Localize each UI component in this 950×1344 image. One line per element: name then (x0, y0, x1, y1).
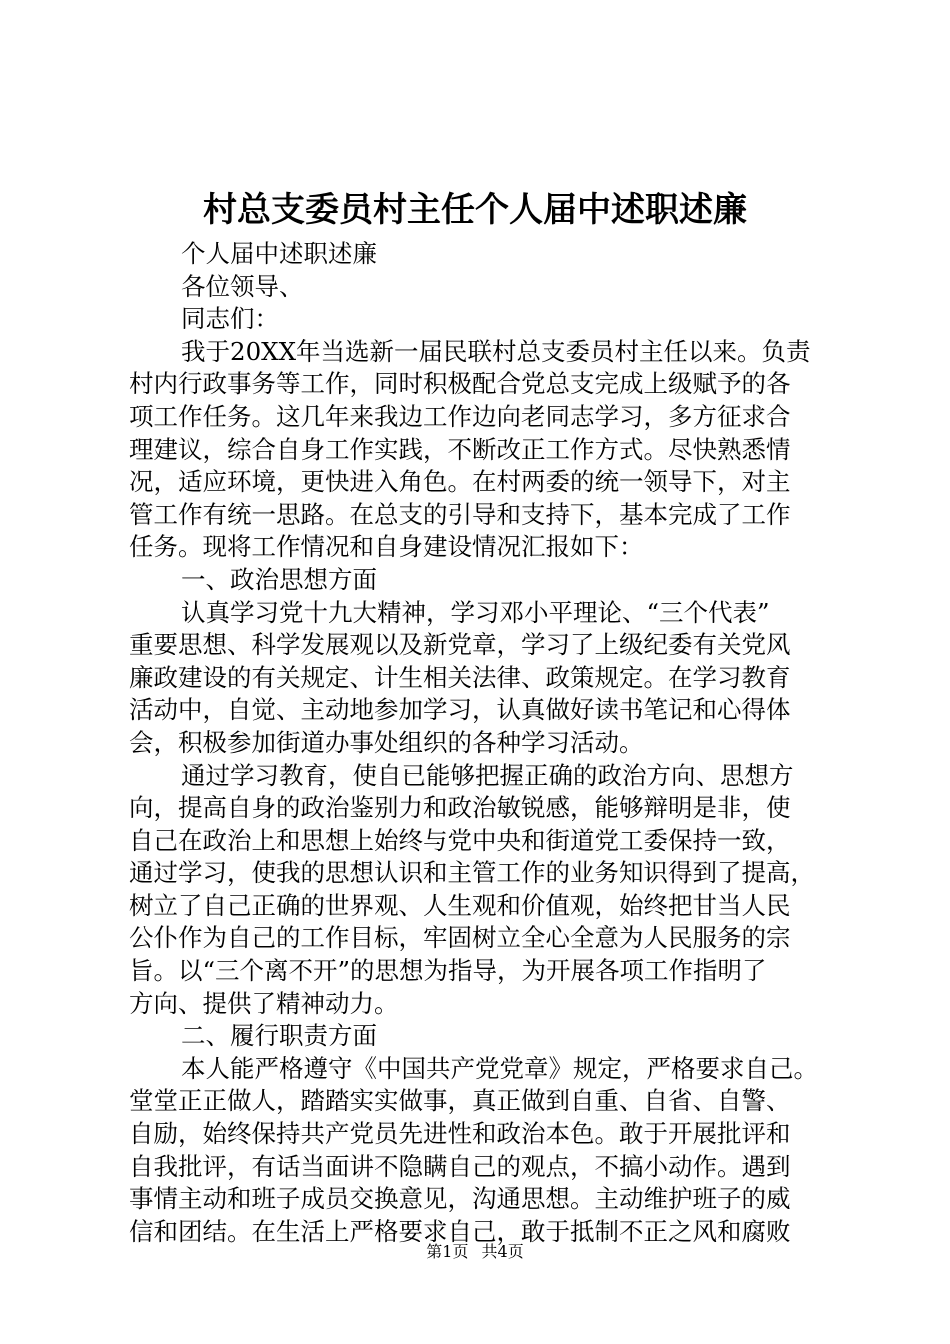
text-line: 自我批评，有话当面讲不隐瞒自己的观点，不搞小动作。遇到 (129, 1151, 791, 1181)
text-line: 同志们： (181, 304, 279, 334)
page-footer (0, 1241, 950, 1263)
text-line: 重要思想、科学发展观以及新党章，学习了上级纪委有关党风 (129, 630, 791, 660)
text-line: 管工作有统一思路。在总支的引导和支持下，基本完成了工作 (129, 499, 791, 529)
text-line: 旨。以“三个离不开”的思想为指导，为开展各项工作指明了 (129, 956, 767, 986)
page-total: 共4页 (481, 1242, 524, 1261)
text-line: 公仆作为自己的工作目标，牢固树立全心全意为人民服务的宗 (129, 923, 791, 953)
text-line: 向，提高自身的政治鉴别力和政治敏锐感，能够辩明是非，使 (129, 793, 791, 823)
text-line: 廉政建设的有关规定、计生相关法律、政策规定。在学习教育 (129, 662, 791, 692)
page-number: 第1页 (426, 1242, 469, 1261)
text-line: 项工作任务。这几年来我边工作边向老同志学习，多方征求合 (129, 401, 791, 431)
text-line: 村内行政事务等工作，同时积极配合党总支完成上级赋予的各 (129, 369, 791, 399)
text-line: 理建议，综合自身工作实践，不断改正工作方式。尽快熟悉情 (129, 434, 791, 464)
text-line: 活动中，自觉、主动地参加学习，认真做好读书笔记和心得体 (129, 695, 791, 725)
text-line: 我于20XX年当选新一届民联村总支委员村主任以来。负责 (181, 336, 811, 366)
text-line: 本人能严格遵守《中国共产党党章》规定，严格要求自己。 (181, 1053, 818, 1083)
text-line: 各位领导、 (181, 271, 304, 301)
text-line: 个人届中述职述廉 (181, 239, 377, 268)
text-line: 事情主动和班子成员交换意见，沟通思想。主动维护班子的威 (129, 1184, 791, 1214)
text-line: 方向、提供了精神动力。 (129, 988, 399, 1018)
text-line: 一、政治思想方面 (181, 564, 377, 594)
text-line: 信和团结。在生活上严格要求自己，敢于抵制不正之风和腐败 (129, 1216, 791, 1246)
text-line: 通过学习教育，使自已能够把握正确的政治方向、思想方 (181, 760, 794, 790)
text-line: 堂堂正正做人，踏踏实实做事，真正做到自重、自省、自警、 (129, 1086, 791, 1116)
text-line: 自己在政治上和思想上始终与党中央和街道党工委保持一致， (129, 825, 791, 855)
text-line: 况，适应环境，更快进入角色。在村两委的统一领导下，对主 (129, 467, 791, 497)
document-body (129, 238, 847, 1248)
document-title: 村总支委员村主任个人届中述职述廉 (203, 190, 747, 230)
text-line: 认真学习党十九大精神，学习邓小平理论、“三个代表” (181, 597, 770, 627)
text-line: 二、履行职责方面 (181, 1021, 377, 1051)
text-line: 树立了自己正确的世界观、人生观和价值观，始终把甘当人民 (129, 890, 791, 920)
text-line: 会，积极参加街道办事处组织的各种学习活动。 (129, 727, 644, 757)
text-line: 自励，始终保持共产党员先进性和政治本色。敢于开展批评和 (129, 1119, 791, 1149)
text-line: 通过学习，使我的思想认识和主管工作的业务知识得到了提高， (129, 858, 815, 888)
text-line: 任务。现将工作情况和自身建设情况汇报如下： (129, 532, 644, 562)
